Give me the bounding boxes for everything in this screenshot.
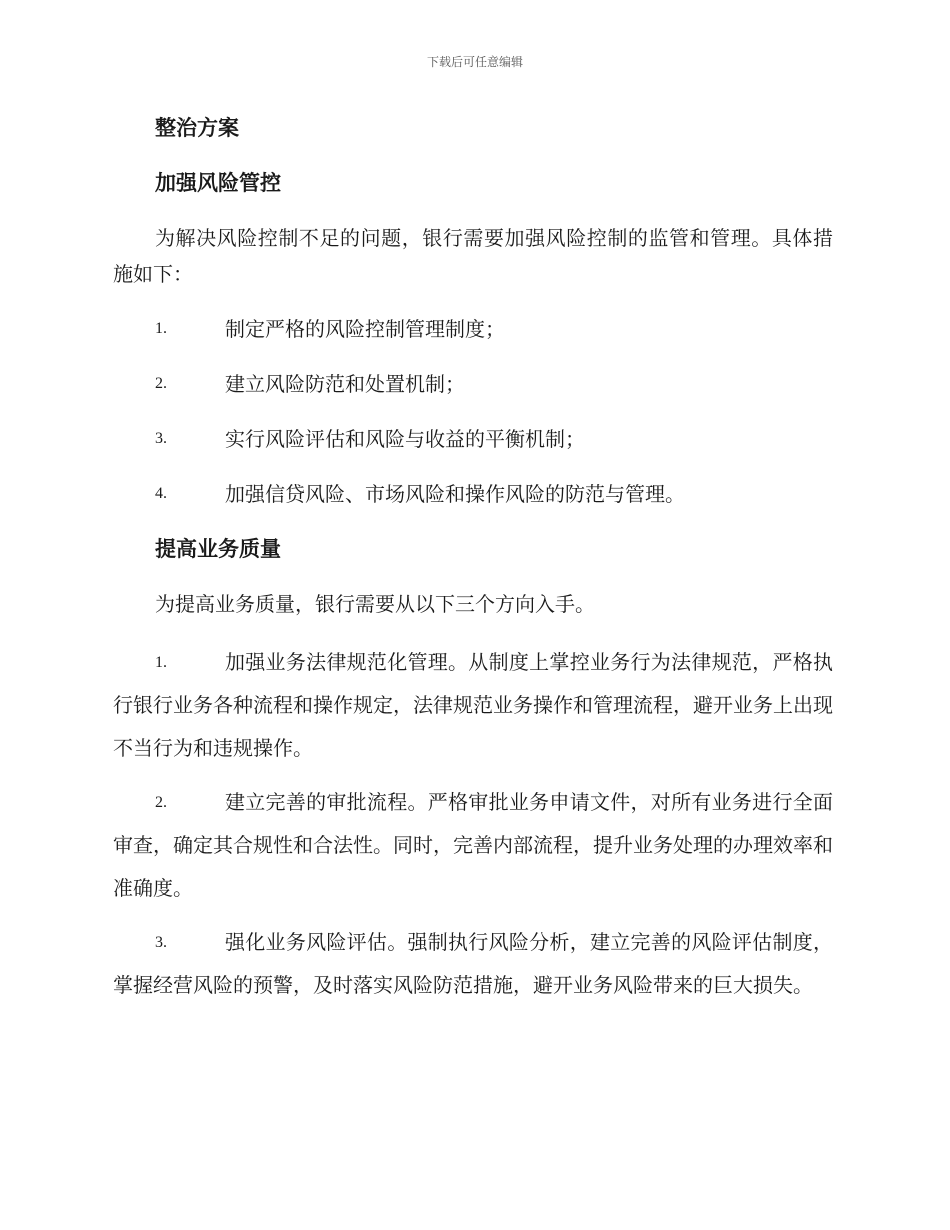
page-header: 下载后可任意编辑: [426, 55, 523, 69]
list-number: 1.: [155, 320, 167, 337]
quality-intro-paragraph: 为提高业务质量，银行需要从以下三个方向入手。: [155, 592, 595, 616]
subsection-title-quality: 提高业务质量: [155, 537, 281, 561]
list-number: 4.: [155, 485, 167, 502]
list-item: [113, 476, 833, 512]
list-number: 3.: [155, 934, 167, 951]
list-item: [113, 311, 833, 347]
list-number: 1.: [155, 654, 167, 671]
subsection-title-risk: 加强风险管控: [155, 171, 281, 195]
list-item: [113, 421, 833, 457]
list-item-text: 建立风险防范和处置机制；: [225, 372, 465, 396]
list-item-text: 建立完善的审批流程。严格审批业务申请文件，对所有业务进行全面审查，确定其合规性和合法性。同时，完善内部流程，提升业务处理的办理效率和准确度。: [113, 790, 833, 900]
list-item-text: 加强业务法律规范化管理。从制度上掌控业务行为法律规范，严格执行银行业务各种流程和操作规定，法律规范业务操作和管理流程，避开业务上出现不当行为和违规操作。: [113, 650, 833, 760]
list-item-text: 加强信贷风险、市场风险和操作风险的防范与管理。: [225, 482, 685, 506]
list-item-text: 实行风险评估和风险与收益的平衡机制；: [225, 427, 585, 451]
list-item-text: 制定严格的风险控制管理制度；: [225, 317, 505, 341]
risk-intro-paragraph: 为解决风险控制不足的问题，银行需要加强风险控制的监管和管理。具体措施如下：: [113, 226, 833, 286]
list-number: 2.: [155, 794, 167, 811]
list-item: [113, 921, 833, 1007]
document-body: [113, 110, 833, 1018]
list-item: [113, 641, 833, 770]
list-number: 2.: [155, 375, 167, 392]
list-item: [113, 366, 833, 402]
section-title: 整治方案: [155, 116, 239, 140]
list-number: 3.: [155, 430, 167, 447]
list-item-text: 强化业务风险评估。强制执行风险分析，建立完善的风险评估制度，掌握经营风险的预警，及时落实风险防范措施，避开业务风险带来的巨大损失。: [113, 930, 833, 997]
list-item: [113, 781, 833, 910]
